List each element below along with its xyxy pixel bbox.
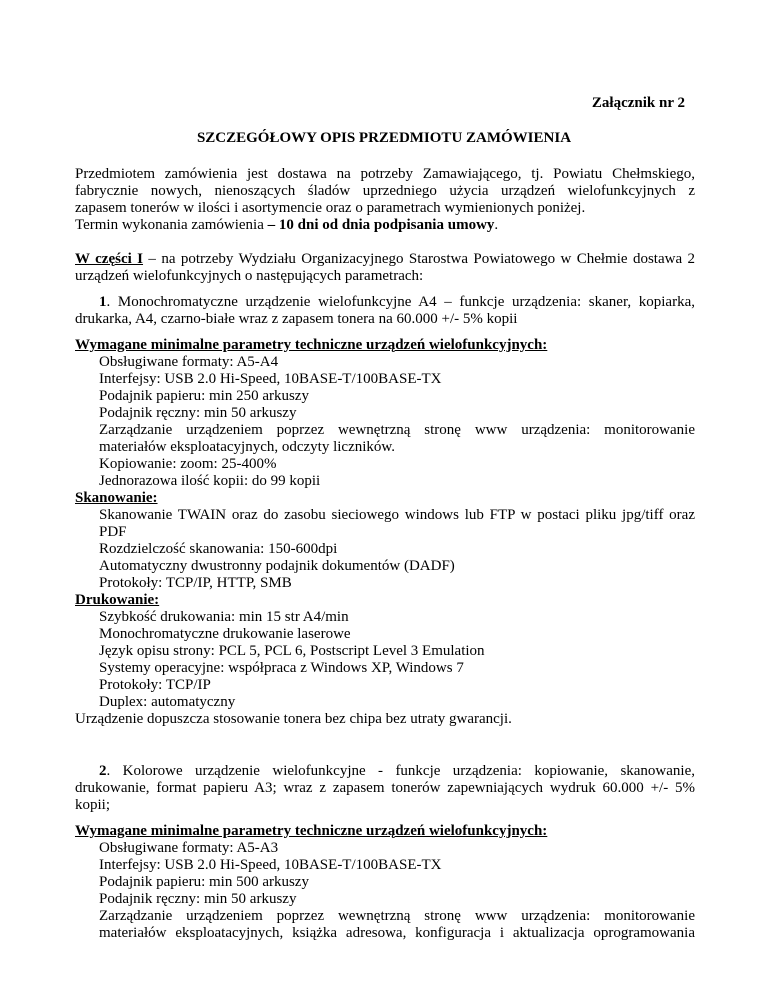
device1-interfaces: Interfejsy: USB 2.0 Hi-Speed, 10BASE-T/100BASE-TX	[99, 371, 442, 387]
device2-mgmt-line-2: materiałów eksploatacyjnych, książka adresowa, konfiguracja i aktualizacja oprogramowania	[99, 925, 695, 941]
annex-label: Załącznik nr 2	[591, 95, 685, 111]
device1-os: Systemy operacyjne: współpraca z Windows XP, Windows 7	[99, 660, 464, 676]
device1-scan-protocols: Protokoły: TCP/IP, HTTP, SMB	[99, 575, 292, 591]
device1-copies: Jednorazowa ilość kopii: do 99 kopii	[99, 473, 321, 489]
device2-line-2: drukowanie, format papieru A3; wraz z zapasem tonerów zapewniających wydruk 60.000 +/- 5%	[75, 780, 695, 796]
device1-scan-resolution: Rozdzielczość skanowania: 150-600dpi	[99, 541, 338, 557]
deadline-prefix: Termin wykonania zamówienia	[75, 217, 268, 233]
device1-mgmt-line-2: materiałów eksploatacyjnych, odczyty liczników.	[99, 439, 396, 455]
device1-scan-line-1: Skanowanie TWAIN oraz do zasobu sieciowego windows lub FTP w postaci pliku jpg/tiff oraz	[99, 507, 695, 523]
device1-feeder: Podajnik papieru: min 250 arkuszy	[99, 388, 309, 404]
deadline-line	[75, 217, 498, 234]
device2-req-heading: Wymagane minimalne parametry techniczne urządzeń wielofunkcyjnych:	[75, 823, 548, 839]
device2-line-3: kopii;	[75, 797, 111, 813]
device1-line-2: drukarka, A4, czarno-białe wraz z zapasem tonera na 60.000 +/- 5% kopii	[75, 311, 518, 327]
device1-manual-feeder: Podajnik ręczny: min 50 arkuszy	[99, 405, 297, 421]
device1-mgmt-line-1: Zarządzanie urządzeniem poprzez wewnętrzną stronę www urządzenia: monitorowanie	[99, 422, 695, 438]
device1-mono-laser: Monochromatyczne drukowanie laserowe	[99, 626, 351, 642]
device1-scan-heading: Skanowanie:	[75, 490, 158, 506]
device2-number: 2	[99, 763, 107, 779]
device2-manual-feeder: Podajnik ręczny: min 50 arkuszy	[99, 891, 297, 907]
device1-number: 1	[99, 294, 107, 310]
device1-pdl: Język opisu strony: PCL 5, PCL 6, Postscript Level 3 Emulation	[99, 643, 485, 659]
device1-print-heading: Drukowanie:	[75, 592, 160, 608]
deadline-suffix: .	[494, 217, 499, 233]
device2-interfaces: Interfejsy: USB 2.0 Hi-Speed, 10BASE-T/100BASE-TX	[99, 857, 442, 873]
device1-line-1-rest: . Monochromatyczne urządzenie wielofunkcyjne A4 – funkcje urządzenia: skaner, kopiarka,	[106, 294, 695, 310]
device1-scan-line-2: PDF	[99, 524, 127, 540]
device2-formats: Obsługiwane formaty: A5-A3	[99, 840, 279, 856]
device2-line-1-rest: . Kolorowe urządzenie wielofunkcyjne - funkcje urządzenia: kopiowanie, skanowanie,	[106, 763, 695, 779]
intro-line-1: Przedmiotem zamówienia jest dostawa na potrzeby Zamawiającego, tj. Powiatu Chełmskiego,	[75, 166, 695, 182]
deadline-bold: – 10 dni od dnia podpisania umowy	[267, 217, 495, 233]
part1-line-1-rest: – na potrzeby Wydziału Organizacyjnego Starostwa Powiatowego w Chełmie dostawa 2	[143, 251, 696, 267]
device1-print-speed: Szybkość drukowania: min 15 str A4/min	[99, 609, 349, 625]
part1-line-2: urządzeń wielofunkcyjnych o następujących parametrach:	[75, 268, 424, 284]
part1-label: W części I	[75, 251, 144, 267]
device1-formats: Obsługiwane formaty: A5-A4	[99, 354, 279, 370]
device2-mgmt-line-1: Zarządzanie urządzeniem poprzez wewnętrzną stronę www urządzenia: monitorowanie	[99, 908, 695, 924]
device1-toner-note: Urządzenie dopuszcza stosowanie tonera bez chipa bez utraty gwarancji.	[75, 711, 512, 727]
document-title: SZCZEGÓŁOWY OPIS PRZEDMIOTU ZAMÓWIENIA	[196, 130, 572, 146]
device2-line-1	[99, 763, 695, 780]
device1-req-heading: Wymagane minimalne parametry techniczne urządzeń wielofunkcyjnych:	[75, 337, 548, 353]
intro-line-2: fabrycznie nowych, nienoszących śladów uprzedniego użycia urządzeń wielofunkcyjnych z	[75, 183, 695, 199]
device1-dadf: Automatyczny dwustronny podajnik dokumentów (DADF)	[99, 558, 455, 574]
part1-line-1	[75, 251, 695, 268]
device1-copy-zoom: Kopiowanie: zoom: 25-400%	[99, 456, 277, 472]
intro-line-3: zapasem tonerów w ilości i asortymencie oraz o parametrach wymienionych poniżej.	[75, 200, 586, 216]
device1-print-protocols: Protokoły: TCP/IP	[99, 677, 211, 693]
device1-duplex: Duplex: automatyczny	[99, 694, 236, 710]
device1-line-1	[99, 294, 695, 311]
device2-feeder: Podajnik papieru: min 500 arkuszy	[99, 874, 309, 890]
